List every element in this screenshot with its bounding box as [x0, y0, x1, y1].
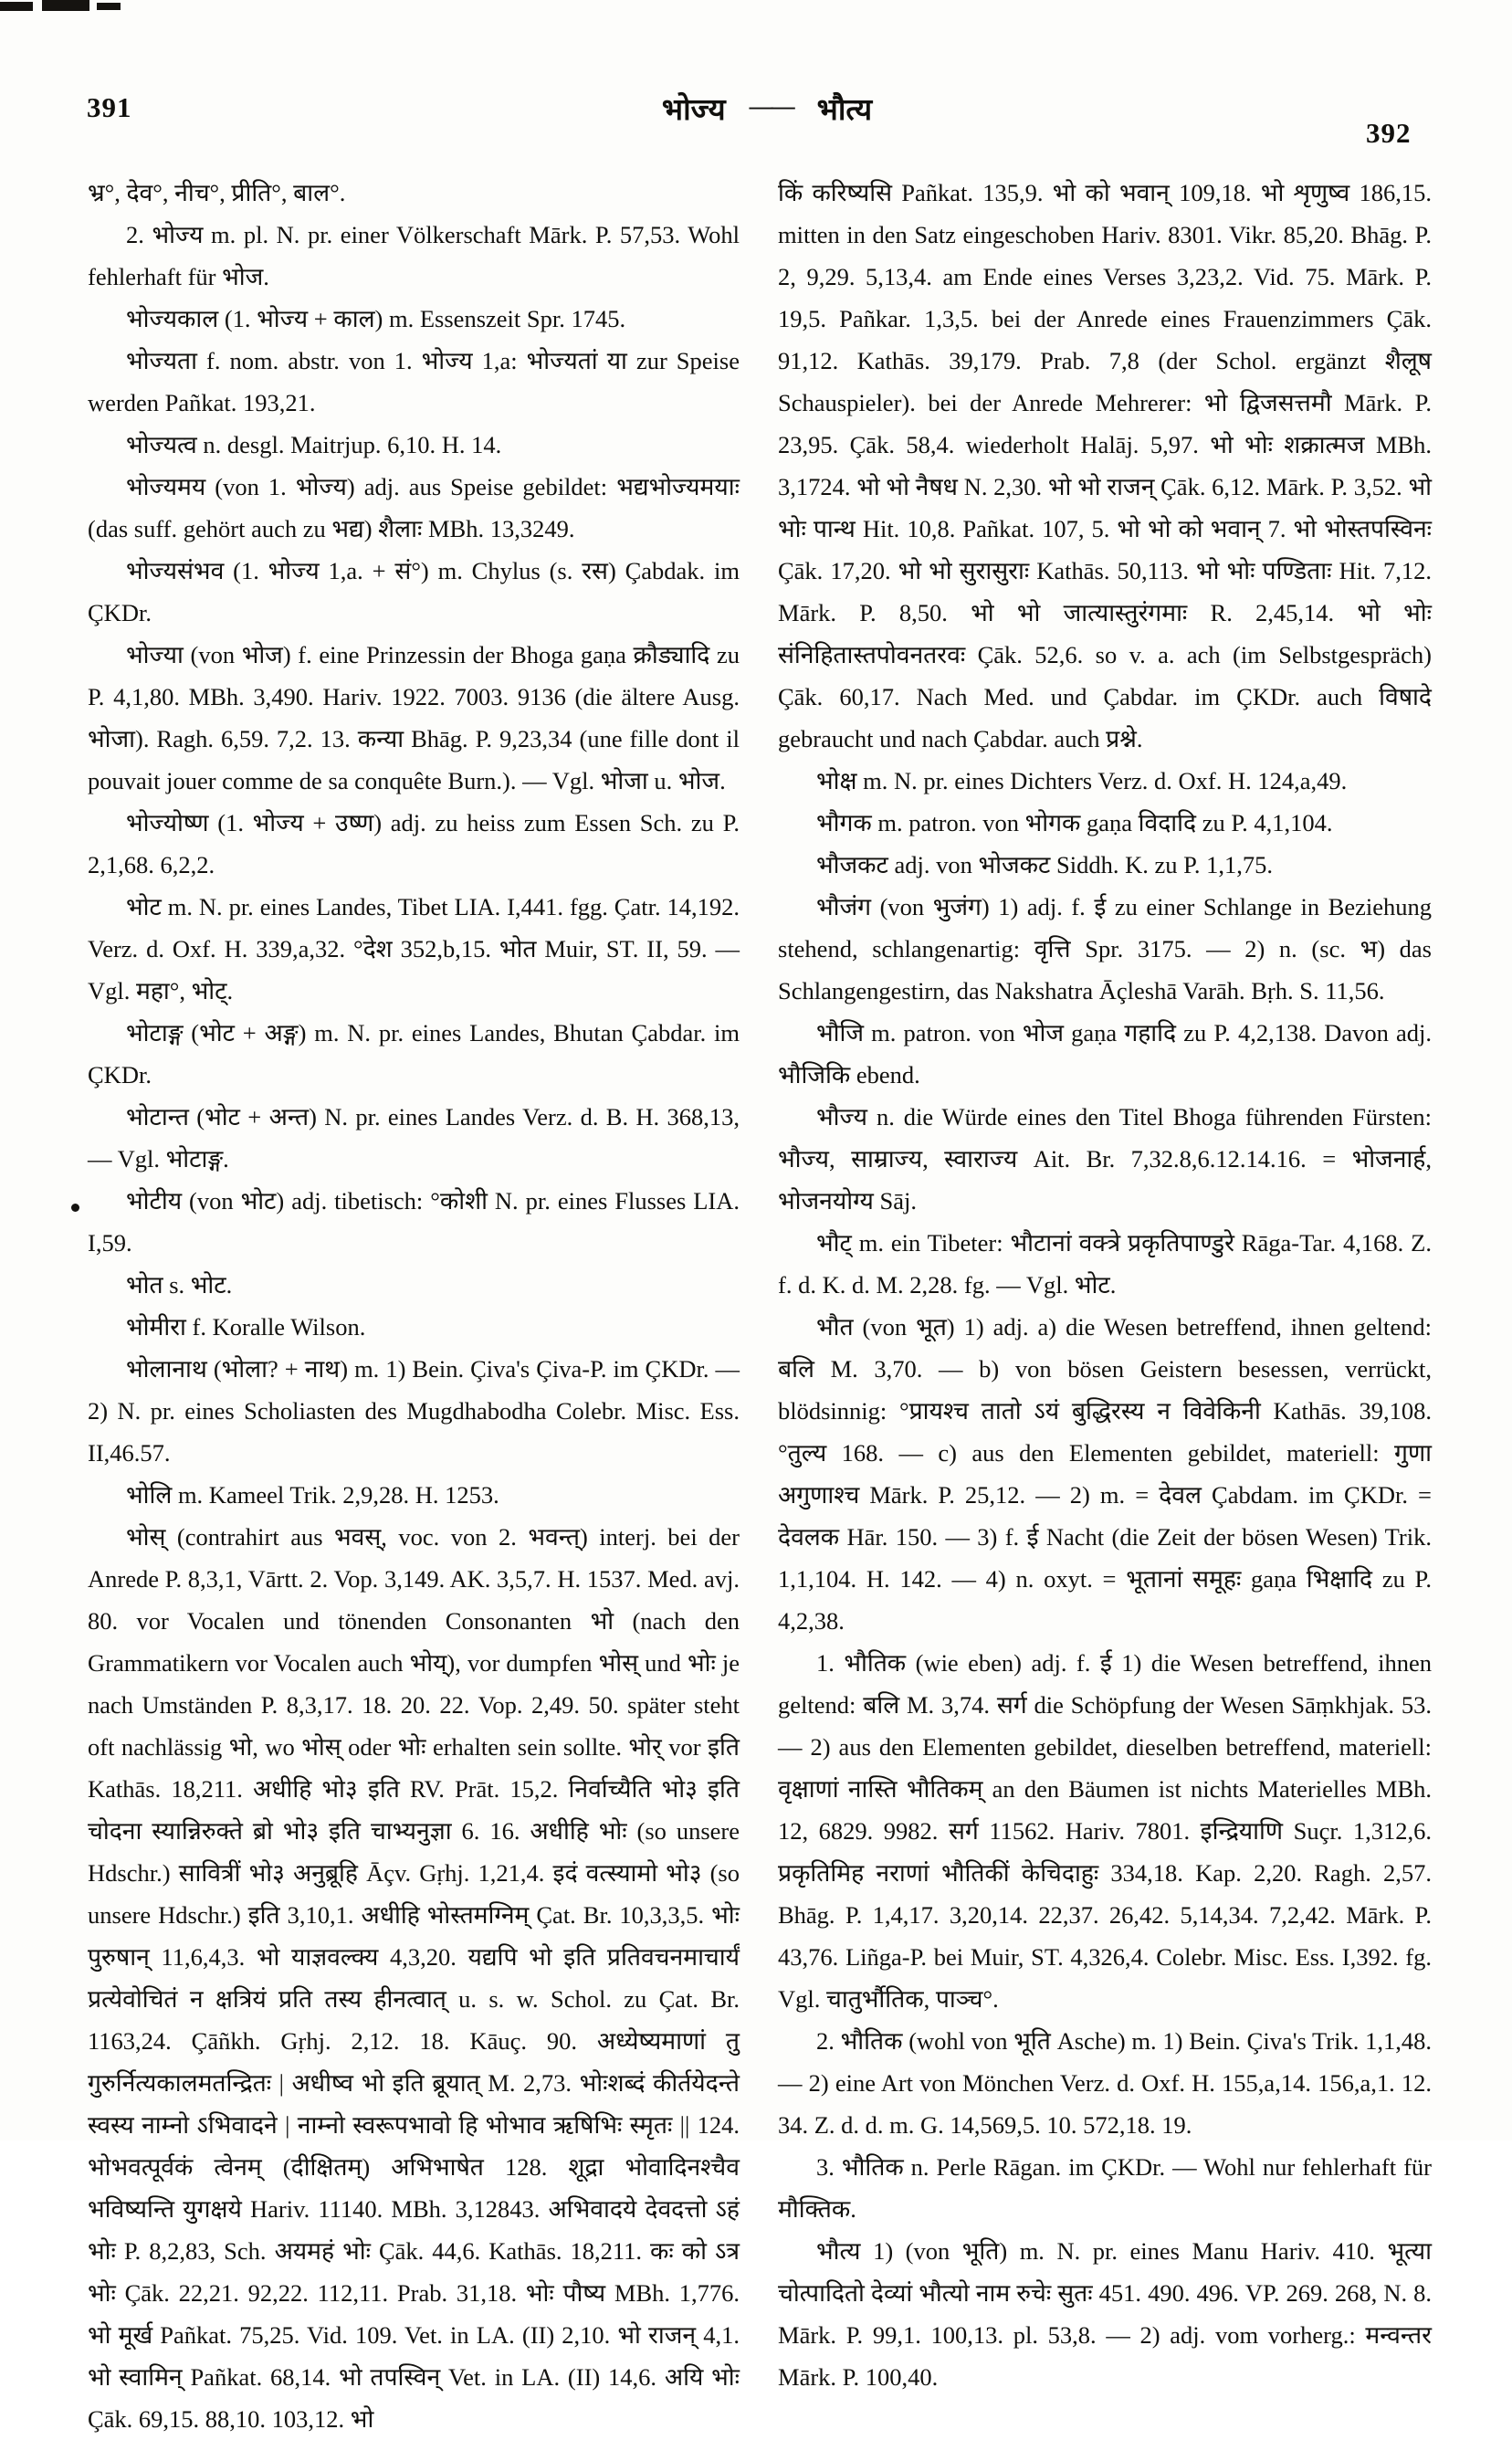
dictionary-entry: भोज्यमय (von 1. भोज्य) adj. aus Speise gebildet: भद्यभोज्यमयाः (das suff. gehört auch zu भद्य) शैलाः MBh. 13,3249.: [88, 473, 740, 542]
dictionary-entry: 1. भौतिक (wie eben) adj. f. ई 1) die Wesen betreffend, ihnen geltend: बलि M. 3,74. सर्ग die Schöpfung der Wesen Sāṃkhjak. 53. — 2) aus den Elementen gebildet, dieselben betreffend, materiell: वृक्षाणां नास्ति भौतिकम् an den Bäumen ist nichts Materielles MBh. 12, 6829. 9982. सर्ग 11562. Hariv. 7801. इन्द्रियाणि Suçr. 1,312,6. प्रकृतिमिह नराणां भौतिकीं केचिदाहुः 334,18. Kap. 2,20. Ragh. 2,57. Bhāg. P. 1,4,17. 3,20,14. 22,37. 26,42. 5,14,34. 7,2,42. Mārk. P. 43,76. Liñga-P. bei Muir, ST. 4,326,4. Colebr. Misc. Ess. I,392. fg. Vgl. चातुर्भौतिक, पाञ्च°.: [778, 1649, 1432, 2013]
dictionary-entry: भौगक m. patron. von भोगक gaṇa विदादि zu P. 4,1,104.: [816, 809, 1333, 836]
dictionary-entry: भौजंग (von भुजंग) 1) adj. f. ई zu einer Schlange in Beziehung stehend, schlangenartig: वृत्ति Spr. 3175. — 2) n. (sc. भ) das Schlangengestirn, das Nakshatra Āçleshā Varāh. Bṛh. S. 11,56.: [778, 893, 1432, 1004]
dictionary-entry: भौजि m. patron. von भोज gaṇa गहादि zu P. 4,2,138. Davon adj. भौजिकि ebend.: [778, 1019, 1432, 1089]
scan-artifact: [42, 0, 89, 11]
dictionary-entry: भोटाङ्ग (भोट + अङ्ग) m. N. pr. eines Landes, Bhutan Çabdar. im ÇKDr.: [88, 1019, 740, 1089]
scan-artifact: [97, 3, 121, 10]
page-number-right: 392: [1366, 117, 1412, 149]
dictionary-entry: भोज्योष्ण (1. भोज्य + उष्ण) adj. zu heiss zum Essen Sch. zu P. 2,1,68. 6,2,2.: [88, 809, 740, 878]
dictionary-entry: भोज्यसंभव (1. भोज्य 1,a. + सं°) m. Chylus (s. रस) Çabdak. im ÇKDr.: [88, 557, 740, 626]
dictionary-entry: भौजकट adj. von भोजकट Siddh. K. zu P. 1,1,75.: [816, 851, 1274, 878]
dictionary-entry: 2. भोज्य m. pl. N. pr. einer Völkerschaft Mārk. P. 57,53. Wohl fehlerhaft für भोज.: [88, 221, 740, 290]
dictionary-entry: भौज्य n. die Würde eines den Titel Bhoga führenden Fürsten: भौज्य, साम्राज्य, स्वाराज्य Ait. Br. 7,32.8,6.12.14.16. = भोजनार्ह, भोजनयोग्य Sāj.: [778, 1103, 1432, 1215]
dictionary-entry: भौट् m. ein Tibeter: भौटानां वक्त्रे प्रकृतिपाण्डुरे Rāga-Tar. 4,168. Z. f. d. K. d. M. 2,28. fg. — Vgl. भोट.: [778, 1229, 1432, 1299]
running-head-right-word: भौत्य: [816, 94, 873, 127]
dictionary-entry: भ्र°, देव°, नीच°, प्रीति°, बाल°.: [88, 179, 346, 206]
left-column: [88, 172, 740, 2440]
dictionary-entry: भोस् (contrahirt aus भवस्, voc. von 2. भवन्त्) interj. bei der Anrede P. 8,3,1, Vārtt. 2. Vop. 3,149. AK. 3,5,7. H. 1537. Med. avj. 80. vor Vocalen und tönenden Consonanten भो (nach den Grammatikern vor Vocalen auch भोय्), vor dumpfen भोस् und भोः je nach Umständen P. 8,3,17. 18. 20. 22. Vop. 2,49. 50. später steht oft nachlässig भो, wo भोस् oder भोः erhalten sein sollte. भोर् vor इति Kathās. 18,211. अधीहि भो३ इति RV. Prāt. 15,2. निर्वाच्यैति भो३ इति चोदना स्यान्निरुक्ते ब्रो भो३ इति चाभ्यनुज्ञा 6. 16. अधीहि भोः (so unsere Hdschr.) सावित्रीं भो३ अनुब्रूहि Āçv. Gṛhj. 1,21,4. इदं वत्स्यामो भो३ (so unsere Hdschr.) इति 3,10,1. अधीहि भोस्तमग्निम् Çat. Br. 10,3,3,5. भोः पुरुषान् 11,6,4,3. भो याज्ञवल्क्य 4,3,20. यद्यपि भो इति प्रतिवचनमाचार्यं प्रत्येवोचितं न क्षत्रियं प्रति तस्य हीनत्वात् u. s. w. Schol. zu Çat. Br. 1163,24. Çāñkh. Gṛhj. 2,12. 18. Kāuç. 90. अध्येष्यमाणां तु गुरुर्नित्यकालमतन्द्रितः | अधीष्व भो इति ब्रूयात् M. 2,73. भोःशब्दं कीर्तयेदन्ते स्वस्य नाम्नो ऽभिवादने | नाम्नो स्वरूपभावो हि भोभाव ऋषिभिः स्मृतः || 124. भोभवत्पूर्वकं त्वेनम् (दीक्षितम्) अभिभाषेत 128. शूद्रा भोवादिनश्चैव भविष्यन्ति युगक्षये Hariv. 11140. MBh. 3,12843. अभिवादये देवदत्तो ऽहं भोः P. 8,2,83, Sch. अयमहं भोः Çāk. 44,6. Kathās. 18,211. कः को ऽत्र भोः Çāk. 22,21. 92,22. 112,11. Prab. 31,18. भोः पौष्य MBh. 1,776. भो मूर्ख Pañkat. 75,25. Vid. 109. Vet. in LA. (II) 2,10. भो राजन् 4,1. भो स्वामिन् Pañkat. 68,14. भो तपस्विन् Vet. in LA. (II) 14,6. अयि भोः Çāk. 69,15. 88,10. 103,12. भो: [88, 1523, 740, 2433]
running-head-left-word: भोज्य: [661, 94, 726, 127]
dictionary-entry: भोटान्त (भोट + अन्त) N. pr. eines Landes Verz. d. B. H. 368,13, — Vgl. भोटाङ्ग.: [88, 1103, 740, 1173]
dictionary-entry: भोज्यता f. nom. abstr. von 1. भोज्य 1,a: भोज्यतां या zur Speise werden Pañkat. 193,21.: [88, 347, 740, 416]
dictionary-entry: भौत (von भूत) 1) adj. a) die Wesen betreffend, ihnen geltend: बलि M. 3,70. — b) von bösen Geistern besessen, verrückt, blödsinnig: °प्रायश्च तातो ऽयं बुद्धिरस्य न विवेकिनी Kathās. 39,108. °तुल्य 168. — c) aus den Elementen gebildet, materiell: गुणा अगुणाश्च Mārk. P. 25,12. — 2) m. = देवल Çabdam. im ÇKDr. = देवलक Hār. 150. — 3) f. ई Nacht (die Zeit der bösen Wesen) Trik. 1,1,104. H. 142. — 4) n. oxyt. = भूतानां समूहः gaṇa भिक्षादि zu P. 4,2,38.: [778, 1313, 1432, 1635]
dictionary-entry: भोज्यकाल (1. भोज्य + काल) m. Essenszeit Spr. 1745.: [126, 305, 626, 332]
right-column: [778, 172, 1432, 2398]
dictionary-entry: भौत्य 1) (von भूति) m. N. pr. eines Manu Hariv. 410. भूत्या चोत्पादितो देव्यां भौत्यो नाम रुचेः सुतः 451. 490. 496. VP. 269. 268, N. 8. Mārk. P. 99,1. 100,13. pl. 53,8. — 2) adj. vom vorherg.: मन्वन्तर Mārk. P. 100,40.: [778, 2237, 1432, 2391]
dictionary-entry: भोत s. भोट.: [126, 1271, 233, 1299]
scan-artifact: [0, 2, 33, 11]
dictionary-entry: भोमीरा f. Koralle Wilson.: [126, 1313, 366, 1341]
dictionary-entry: भोज्यत्व n. desgl. Maitrjup. 6,10. H. 14.: [126, 431, 502, 458]
dictionary-entry: भोट m. N. pr. eines Landes, Tibet LIA. I,441. fgg. Çatr. 14,192. Verz. d. Oxf. H. 339,a,32. °देश 352,b,15. भोत Muir, ST. II, 59. — Vgl. महा°, भोट्.: [88, 893, 740, 1004]
dictionary-entry: 2. भौतिक (wohl von भूति Asche) m. 1) Bein. Çiva's Trik. 1,1,48. — 2) eine Art von Mönchen Verz. d. Oxf. H. 155,a,14. 156,a,1. 12. 34. Z. d. d. m. G. 14,569,5. 10. 572,18. 19.: [778, 2027, 1432, 2139]
dictionary-entry: किं करिष्यसि Pañkat. 135,9. भो को भवान् 109,18. भो शृणुष्व 186,15. mitten in den Satz eingeschoben Hariv. 8301. Vikr. 85,20. Bhāg. P. 2, 9,29. 5,13,4. am Ende eines Verses 3,23,2. Vid. 75. Mārk. P. 19,5. Pañkar. 1,3,5. bei der Anrede eines Frauenzimmers Çāk. 91,12. Kathās. 39,179. Prab. 7,8 (der Schol. ergänzt शैलूष Schauspieler). bei der Anrede Mehrerer: भो द्विजसत्तमौ Mārk. P. 23,95. Çāk. 58,4. wiederholt Halāj. 5,97. भो भोः शक्रात्मज MBh. 3,1724. भो भो नैषध N. 2,30. भो भो राजन् Çāk. 6,12. Mārk. P. 3,52. भो भोः पान्थ Hit. 10,8. Pañkat. 107, 5. भो भो को भवान् 7. भो भोस्तपस्विनः Çāk. 17,20. भो भो सुरासुराः Kathās. 50,113. भो भोः पण्डिताः Hit. 7,12. Mārk. P. 8,50. भो भो जात्यास्तुरंगमाः R. 2,45,14. भो भोः संनिहितास्तपोवनतरवः Çāk. 52,6. so v. a. ach (im Selbstgespräch) Çāk. 60,17. Nach Med. und Çabdar. im ÇKDr. auch विषादे gebraucht und nach Çabdar. auch प्रश्ने.: [778, 179, 1432, 752]
page-number-left: 391: [87, 91, 132, 123]
dictionary-entry: भोलि m. Kameel Trik. 2,9,28. H. 1253.: [126, 1481, 499, 1509]
scan-artifact: [71, 1204, 79, 1212]
dictionary-entry: भोलानाथ (भोला? + नाथ) m. 1) Bein. Çiva's Çiva-P. im ÇKDr. — 2) N. pr. eines Scholiasten des Mugdhabodha Colebr. Misc. Ess. II,46.57.: [88, 1355, 740, 1467]
dictionary-entry: 3. भौतिक n. Perle Rāgan. im ÇKDr. — Wohl nur fehlerhaft für मौक्तिक.: [778, 2153, 1432, 2223]
running-head: [511, 88, 1023, 129]
dictionary-entry: भोज्या (von भोज) f. eine Prinzessin der Bhoga gaṇa क्रौड्यादि zu P. 4,1,80. MBh. 3,490. Hariv. 1922. 7003. 9136 (die ältere Ausg. भोजा). Ragh. 6,59. 7,2. 13. कन्या Bhāg. P. 9,23,34 (une fille dont il pouvait jouer comme de sa conquête Burn.). — Vgl. भोजा u. भोज.: [88, 641, 740, 794]
running-head-separator: ——: [749, 93, 793, 120]
dictionary-entry: भोटीय (von भोट) adj. tibetisch: °कोशी N. pr. eines Flusses LIA. I,59.: [88, 1187, 740, 1257]
dictionary-entry: भोक्ष m. N. pr. eines Dichters Verz. d. Oxf. H. 124,a,49.: [816, 767, 1348, 794]
